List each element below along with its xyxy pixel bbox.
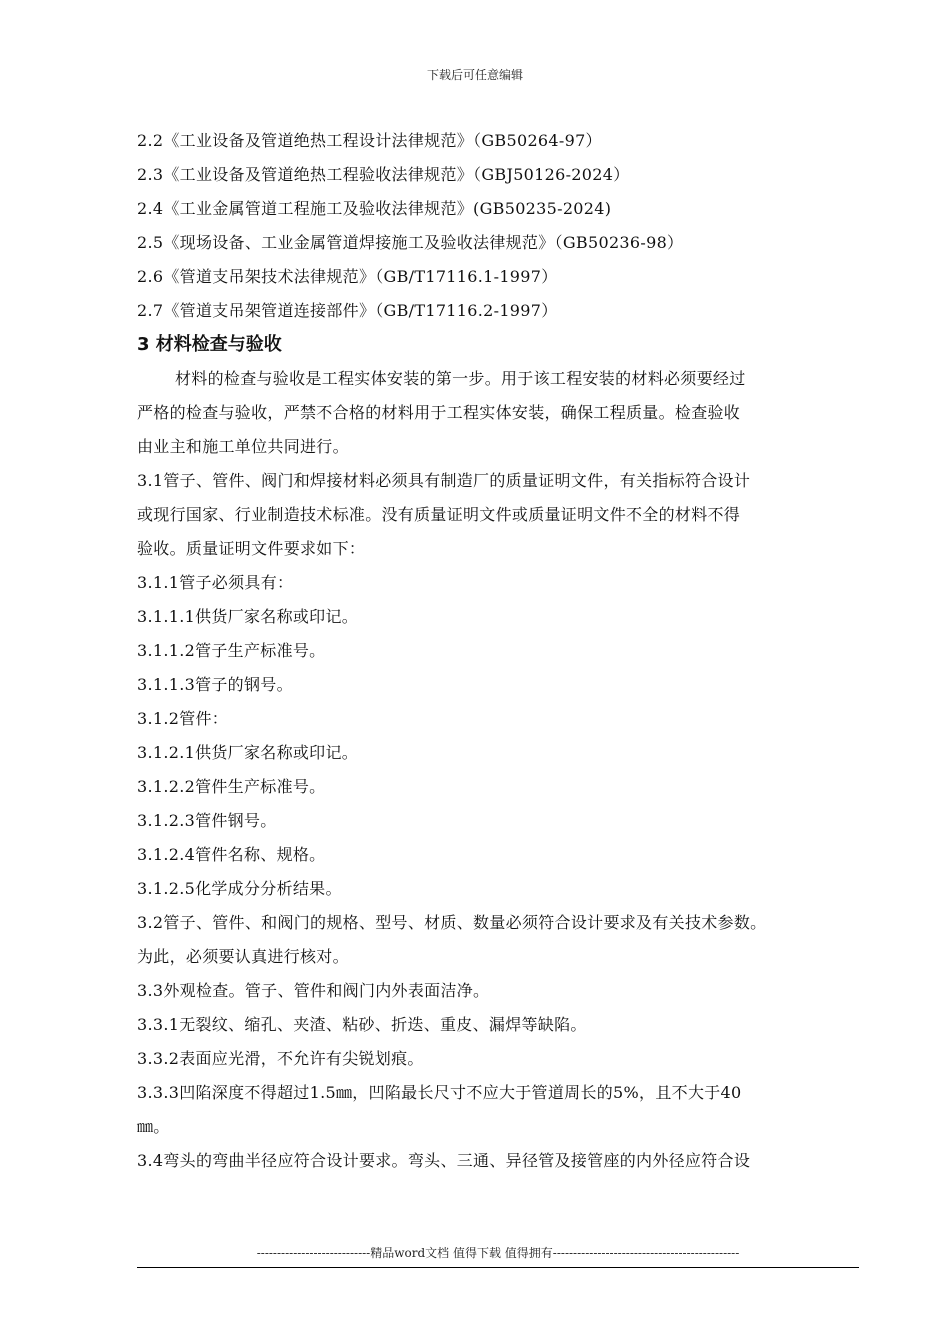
list-item: 3.1.1.3管子的钢号。 xyxy=(137,675,293,694)
list-item: 3.1.2.1供货厂家名称或印记。 xyxy=(137,743,359,762)
reference-item: 2.4《工业金属管道工程施工及验收法律规范》(GB50235-2024) xyxy=(137,199,612,218)
list-item: 3.1.1.2管子生产标准号。 xyxy=(137,641,326,660)
paragraph-line: 验收。质量证明文件要求如下： xyxy=(137,539,366,558)
reference-item: 2.3《工业设备及管道绝热工程验收法律规范》（GBJ50126-2024） xyxy=(137,165,630,184)
page-header: 下载后可任意编辑 xyxy=(426,68,523,82)
reference-item: 2.7《管道支吊架管道连接部件》（GB/T17116.2-1997） xyxy=(137,301,558,320)
list-item: 3.1.1管子必须具有： xyxy=(137,573,294,592)
list-item: ㎜。 xyxy=(137,1117,170,1136)
reference-item: 2.6《管道支吊架技术法律规范》（GB/T17116.1-1997） xyxy=(137,267,558,286)
list-item: 3.1.2.3管件钢号。 xyxy=(137,811,277,830)
page-footer xyxy=(137,1244,859,1268)
footer-text: ----------------------------精品word文档 值得下载 值得拥有---------------------------------------------- xyxy=(256,1246,740,1260)
paragraph-line: 由业主和施工单位共同进行。 xyxy=(137,437,349,456)
list-item: 3.1.2.4管件名称、规格。 xyxy=(137,845,326,864)
reference-item: 2.2《工业设备及管道绝热工程设计法律规范》（GB50264-97） xyxy=(137,131,602,150)
section-heading: 3 材料检查与验收 xyxy=(137,334,282,355)
reference-item: 2.5《现场设备、工业金属管道焊接施工及验收法律规范》（GB50236-98） xyxy=(137,233,684,252)
paragraph-line: 3.3外观检查。管子、管件和阀门内外表面洁净。 xyxy=(137,981,490,1000)
paragraph-line: 3.4弯头的弯曲半径应符合设计要求。弯头、三通、异径管及接管座的内外径应符合设 xyxy=(137,1151,751,1170)
list-item: 3.3.2表面应光滑，不允许有尖锐划痕。 xyxy=(137,1049,424,1068)
paragraph-line: 或现行国家、行业制造技术标准。没有质量证明文件或质量证明文件不全的材料不得 xyxy=(137,505,741,524)
list-item: 3.1.2管件： xyxy=(137,709,229,728)
paragraph-line: 为此，必须要认真进行核对。 xyxy=(137,947,349,966)
list-item: 3.1.2.5化学成分分析结果。 xyxy=(137,879,342,898)
list-item: 3.3.1无裂纹、缩孔、夹渣、粘砂、折迭、重皮、漏焊等缺陷。 xyxy=(137,1015,587,1034)
document-body xyxy=(137,124,867,1178)
paragraph-line: 3.2管子、管件、和阀门的规格、型号、材质、数量必须符合设计要求及有关技术参数。 xyxy=(137,913,767,932)
paragraph-line: 3.1管子、管件、阀门和焊接材料必须具有制造厂的质量证明文件，有关指标符合设计 xyxy=(137,471,751,490)
list-item: 3.1.1.1供货厂家名称或印记。 xyxy=(137,607,359,626)
list-item: 3.1.2.2管件生产标准号。 xyxy=(137,777,326,796)
footer-divider xyxy=(137,1267,859,1268)
list-item: 3.3.3凹陷深度不得超过1.5㎜，凹陷最长尺寸不应大于管道周长的5%，且不大于40 xyxy=(137,1083,742,1102)
paragraph-line: 材料的检查与验收是工程实体安装的第一步。用于该工程安装的材料必须要经过 xyxy=(175,369,746,388)
paragraph-line: 严格的检查与验收，严禁不合格的材料用于工程实体安装，确保工程质量。检查验收 xyxy=(137,403,741,422)
